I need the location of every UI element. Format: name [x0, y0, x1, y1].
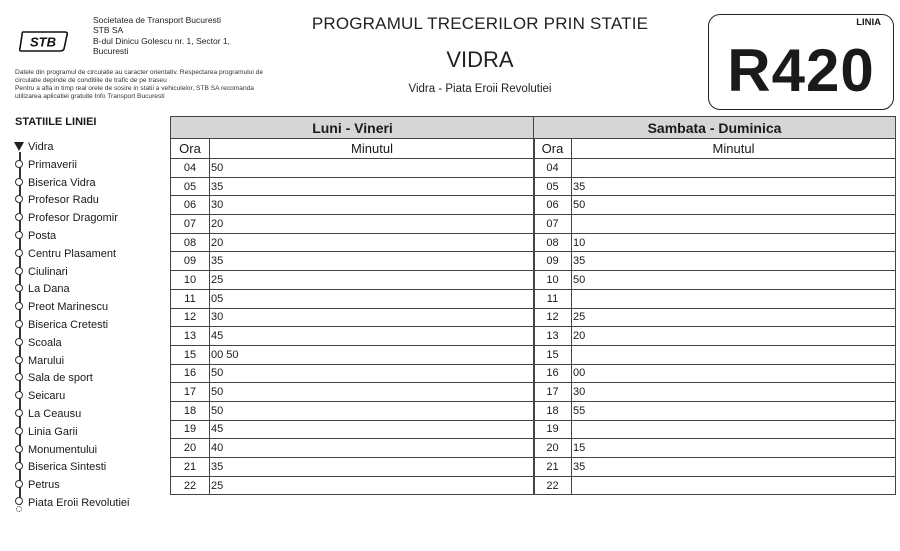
table-row	[534, 383, 896, 402]
hour-cell: 19	[171, 420, 210, 439]
stop-marker-icon	[13, 316, 26, 334]
stop-name: Linia Garii	[28, 425, 78, 438]
hour-cell: 18	[171, 401, 210, 420]
table-row	[534, 364, 896, 383]
hour-cell: 09	[171, 252, 210, 271]
hour-cell: 04	[171, 159, 210, 178]
stop-item	[13, 280, 70, 298]
minute-cell	[572, 215, 896, 234]
stop-marker-icon	[13, 334, 26, 352]
stop-marker-icon	[13, 476, 26, 494]
hour-cell: 19	[534, 420, 572, 439]
stop-item	[13, 458, 106, 476]
minute-cell: 00	[572, 364, 896, 383]
table-row	[534, 289, 896, 308]
table-row	[171, 401, 535, 420]
minute-cell: 20	[210, 233, 535, 252]
table-row	[534, 271, 896, 290]
stop-item	[13, 352, 64, 370]
hour-cell: 21	[534, 458, 572, 477]
hour-cell: 11	[171, 289, 210, 308]
stop-marker-icon	[13, 298, 26, 316]
table-row	[534, 233, 896, 252]
table-row	[534, 177, 896, 196]
minute-cell	[572, 289, 896, 308]
hour-cell: 17	[534, 383, 572, 402]
minute-cell: 35	[210, 458, 535, 477]
minute-header: Minutul	[572, 139, 896, 159]
logo-text: STB	[30, 34, 56, 50]
minute-cell: 25	[210, 476, 535, 495]
table-row	[534, 327, 896, 346]
company-line: STB SA	[93, 25, 124, 36]
stop-marker-icon	[13, 263, 26, 281]
table-row	[171, 345, 535, 364]
stop-marker-icon	[13, 352, 26, 370]
hour-cell: 18	[534, 401, 572, 420]
hour-cell: 10	[534, 271, 572, 290]
minute-cell: 10	[572, 233, 896, 252]
hour-cell: 17	[171, 383, 210, 402]
table-row	[171, 308, 535, 327]
stop-marker-icon	[13, 156, 26, 174]
stop-item	[13, 405, 81, 423]
stop-item	[13, 263, 68, 281]
hour-cell: 15	[534, 345, 572, 364]
hour-cell: 16	[171, 364, 210, 383]
hour-cell: 13	[171, 327, 210, 346]
stop-name: Sala de sport	[28, 372, 93, 385]
minute-cell: 20	[572, 327, 896, 346]
table-row	[534, 196, 896, 215]
stop-item	[13, 174, 96, 192]
minute-cell: 50	[572, 271, 896, 290]
table-row	[534, 159, 896, 178]
stop-item	[13, 227, 56, 245]
stop-marker-icon	[13, 174, 26, 192]
stop-marker-icon	[13, 369, 26, 387]
stop-marker-icon	[13, 441, 26, 459]
table-row	[171, 252, 535, 271]
company-line: B-dul Dinicu Golescu nr. 1, Sector 1,	[93, 35, 231, 46]
minute-cell: 35	[572, 458, 896, 477]
stop-marker-icon	[13, 405, 26, 423]
minute-cell	[572, 345, 896, 364]
stop-name: Biserica Sintesti	[28, 461, 107, 474]
disclaimer	[15, 69, 275, 101]
stop-item	[13, 156, 77, 174]
hour-cell: 08	[171, 233, 210, 252]
table-row	[534, 215, 896, 234]
stop-name: Biserica Cretesti	[28, 319, 109, 331]
stop-name: Centru Plasament	[28, 247, 117, 260]
minute-cell: 25	[572, 308, 896, 327]
stop-name: Ciulinari	[28, 265, 68, 278]
table-row	[171, 271, 535, 290]
stop-marker-icon	[13, 423, 26, 441]
table-row	[171, 289, 535, 308]
stops-title: STATIILE LINIEI	[15, 116, 97, 128]
minute-cell: 00 50	[210, 345, 535, 364]
hour-cell: 06	[534, 196, 572, 215]
stop-marker-icon	[13, 227, 26, 245]
minute-cell: 35	[210, 252, 535, 271]
hour-cell: 15	[171, 345, 210, 364]
minute-cell: 50	[210, 364, 535, 383]
stop-name: Preot Marinescu	[28, 301, 109, 314]
company-info	[93, 15, 283, 57]
terminus-marker-icon	[13, 494, 26, 512]
minute-cell: 50	[210, 383, 535, 402]
minute-cell: 50	[210, 401, 535, 420]
weekend-table	[533, 116, 896, 495]
table-row	[534, 345, 896, 364]
stop-item	[13, 423, 78, 441]
stop-name: Seicaru	[28, 390, 66, 403]
table-row	[171, 458, 535, 477]
stop-name: La Ceausu	[28, 408, 82, 420]
hour-cell: 05	[534, 177, 572, 196]
hour-cell: 07	[534, 215, 572, 234]
stop-item	[13, 298, 108, 316]
minute-cell: 35	[572, 177, 896, 196]
route-description: Vidra - Piata Eroii Revolutiei	[408, 83, 552, 95]
hour-cell: 20	[534, 439, 572, 458]
route-box	[708, 14, 894, 110]
hour-cell: 07	[171, 215, 210, 234]
hour-cell: 12	[534, 308, 572, 327]
hour-cell: 09	[534, 252, 572, 271]
minute-cell: 35	[572, 252, 896, 271]
route-label: LINIA	[856, 17, 881, 28]
hour-cell: 04	[534, 159, 572, 178]
hour-cell: 10	[171, 271, 210, 290]
company-line: Bucuresti	[93, 46, 129, 57]
hour-cell: 05	[171, 177, 210, 196]
table-row	[534, 476, 896, 495]
current-stop-marker-icon	[13, 138, 26, 156]
table-row	[171, 420, 535, 439]
minute-cell: 30	[210, 308, 535, 327]
disclaimer-app: Pentru a afla in timp real orele de sosire in statii a vehiculelor, STB SA recomanda utilizarea aplicatiei gratuite Info Transport Bucuresti	[15, 85, 254, 100]
hour-cell: 12	[171, 308, 210, 327]
stop-name: Profesor Radu	[28, 194, 99, 207]
stop-item	[13, 191, 99, 209]
minute-cell: 55	[572, 401, 896, 420]
hour-cell: 13	[534, 327, 572, 346]
table-row	[534, 458, 896, 477]
stop-marker-icon	[13, 245, 26, 263]
stop-item	[13, 209, 118, 227]
stop-item	[13, 316, 108, 334]
disclaimer-schedule: Datele din programul de circulatie au caracter orientativ. Respectarea programului de circulatie depinde de conditiile de trafic de pe traseu	[15, 69, 264, 84]
table-row	[534, 252, 896, 271]
minute-cell: 20	[210, 215, 535, 234]
company-line: Societatea de Transport Bucuresti	[93, 15, 222, 25]
stop-name: La Dana	[28, 283, 70, 296]
table-row	[534, 420, 896, 439]
minute-cell: 30	[210, 196, 535, 215]
stb-logo	[19, 29, 69, 54]
minute-cell	[572, 476, 896, 495]
stop-item	[13, 441, 97, 459]
stop-item	[13, 245, 116, 263]
stop-item	[13, 138, 53, 156]
page-title: PROGRAMUL TRECERILOR PRIN STATIE	[311, 14, 649, 33]
stop-item	[13, 334, 62, 352]
hour-cell: 16	[534, 364, 572, 383]
stop-name: Profesor Dragomir	[28, 212, 118, 225]
table-row	[171, 215, 535, 234]
stop-item	[13, 369, 93, 387]
table-row	[171, 159, 535, 178]
hour-cell: 21	[171, 458, 210, 477]
table-row	[171, 233, 535, 252]
stop-name: Biserica Vidra	[28, 176, 96, 189]
hour-cell: 22	[171, 476, 210, 495]
stop-name: Vidra	[28, 141, 54, 153]
minute-cell: 30	[572, 383, 896, 402]
minute-header: Minutul	[210, 139, 535, 159]
stop-name: Scoala	[28, 336, 62, 349]
table-row	[171, 439, 535, 458]
table-row	[534, 439, 896, 458]
minute-cell: 45	[210, 420, 535, 439]
hour-header: Ora	[171, 139, 210, 159]
stop-marker-icon	[13, 387, 26, 405]
table-row	[534, 308, 896, 327]
weekday-title: Luni - Vineri	[171, 117, 535, 139]
weekday-table	[170, 116, 535, 495]
minute-cell: 15	[572, 439, 896, 458]
hour-cell: 06	[171, 196, 210, 215]
stop-marker-icon	[13, 280, 26, 298]
minute-cell	[572, 159, 896, 178]
table-row	[171, 196, 535, 215]
stop-name: Monumentului	[28, 443, 98, 456]
stop-marker-icon	[13, 209, 26, 227]
table-row	[171, 383, 535, 402]
minute-cell: 35	[210, 177, 535, 196]
hour-cell: 08	[534, 233, 572, 252]
stop-item	[13, 476, 60, 494]
stop-name: Petrus	[28, 479, 60, 492]
table-row	[534, 401, 896, 420]
stop-item	[13, 387, 65, 405]
station-name: VIDRA	[446, 47, 514, 72]
minute-cell: 50	[572, 196, 896, 215]
route-number: R420	[727, 37, 875, 104]
table-row	[171, 364, 535, 383]
table-row	[171, 327, 535, 346]
hour-header: Ora	[534, 139, 572, 159]
table-row	[171, 476, 535, 495]
table-row	[171, 177, 535, 196]
hour-cell: 11	[534, 289, 572, 308]
stop-name: Posta	[28, 230, 57, 242]
minute-cell: 45	[210, 327, 535, 346]
stop-name: Marului	[28, 354, 65, 367]
minute-cell: 05	[210, 289, 535, 308]
stop-name: Primaverii	[28, 158, 77, 171]
minute-cell: 40	[210, 439, 535, 458]
hour-cell: 22	[534, 476, 572, 495]
minute-cell: 25	[210, 271, 535, 290]
stop-marker-icon	[13, 458, 26, 476]
stop-item	[13, 494, 130, 512]
hour-cell: 20	[171, 439, 210, 458]
minute-cell	[572, 420, 896, 439]
minute-cell: 50	[210, 159, 535, 178]
weekend-title: Sambata - Duminica	[534, 117, 896, 139]
stop-marker-icon	[13, 191, 26, 209]
stop-name: Piata Eroii Revolutiei	[28, 497, 130, 509]
